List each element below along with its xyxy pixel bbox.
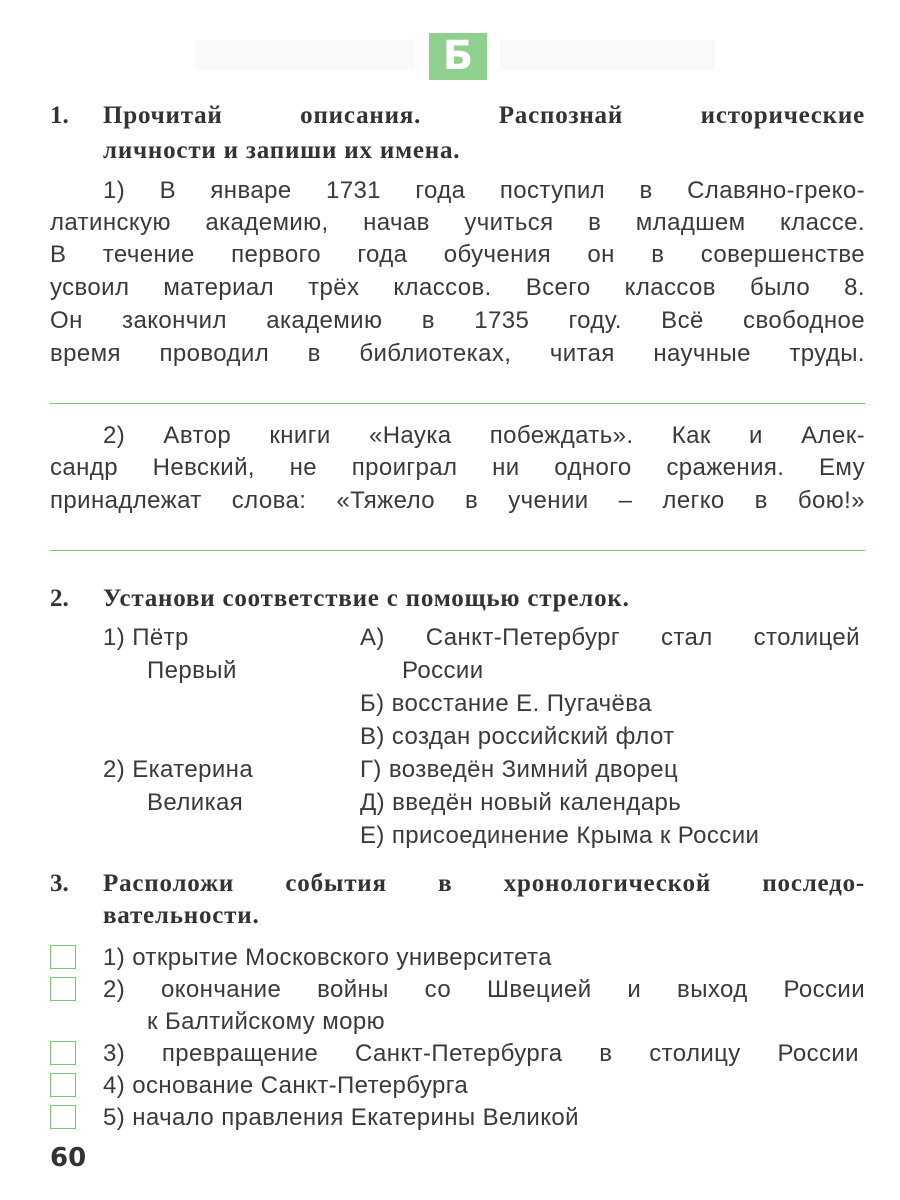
task1-title-line: личности и запиши их имена. — [103, 137, 461, 164]
person-1-cont: Первый — [147, 657, 237, 684]
order-box-1[interactable] — [50, 945, 76, 969]
event-a[interactable]: А) Санкт-Петербург стал столицей — [360, 624, 860, 651]
task1-item1-line: Он закончил академию в 1735 году. Всё свободное — [50, 307, 865, 334]
task1-item1-line: латинскую академию, начав учиться в младшем классе. — [50, 209, 865, 236]
task1-item1-line: 1) В январе 1731 года поступил в Славяно-греко- — [103, 177, 865, 204]
order-box-4[interactable] — [50, 1073, 76, 1097]
event-e[interactable]: Е) присоединение Крыма к России — [360, 822, 760, 849]
event-v[interactable]: В) создан российский флот — [360, 723, 675, 750]
task1-item1-line: усвоил материал трёх классов. Всего классов было 8. — [50, 274, 865, 301]
task2-number: 2. — [50, 585, 69, 612]
task1-item2-line: принадлежат слова: «Тяжело в учении – легко в бою!» — [50, 487, 865, 514]
task1-item1-line: время проводил в библиотеках, читая научные труды. — [50, 340, 865, 367]
order-box-3[interactable] — [50, 1041, 76, 1065]
task1-item2-line: 2) Автор книги «Наука побеждать». Как и Алек- — [103, 422, 865, 449]
page-number: 60 — [50, 1143, 87, 1173]
chrono-item-2: 2) окончание войны со Швецией и выход России — [103, 976, 865, 1003]
event-a-cont: России — [402, 657, 484, 684]
chrono-item-1: 1) открытие Московского университета — [103, 944, 552, 971]
event-d[interactable]: Д) введён новый календарь — [360, 789, 682, 816]
faded-heading-right — [500, 40, 715, 70]
event-b[interactable]: Б) восстание Е. Пугачёва — [360, 690, 652, 717]
task2-title: Установи соответствие с помощью стрелок. — [103, 585, 630, 612]
task3-number: 3. — [50, 870, 69, 897]
chrono-item-3: 3) превращение Санкт-Петербурга в столицу России — [103, 1040, 859, 1067]
section-badge: Б — [429, 33, 487, 80]
answer-line-2[interactable] — [50, 550, 865, 551]
person-2-cont: Великая — [147, 789, 244, 816]
person-2[interactable]: 2) Екатерина — [103, 756, 254, 783]
faded-heading-left — [195, 40, 415, 70]
order-box-2[interactable] — [50, 977, 76, 1001]
person-1[interactable]: 1) Пётр — [103, 624, 189, 651]
order-box-5[interactable] — [50, 1105, 76, 1129]
task3-title-line: Расположи события в хронологической последо- — [103, 870, 865, 897]
answer-line-1[interactable] — [50, 403, 865, 404]
task1-title-line: Прочитай описания. Распознай исторические — [103, 102, 865, 129]
task3-title-line: вательности. — [103, 902, 260, 929]
chrono-item-2-cont: к Балтийскому морю — [147, 1008, 386, 1035]
chrono-item-4: 4) основание Санкт-Петербурга — [103, 1072, 469, 1099]
task1-number: 1. — [50, 102, 69, 129]
chrono-item-5: 5) начало правления Екатерины Великой — [103, 1104, 579, 1131]
task1-item1-line: В течение первого года обучения он в совершенстве — [50, 241, 865, 268]
task1-item2-line: сандр Невский, не проиграл ни одного сражения. Ему — [50, 454, 865, 481]
event-g[interactable]: Г) возведён Зимний дворец — [360, 756, 679, 783]
